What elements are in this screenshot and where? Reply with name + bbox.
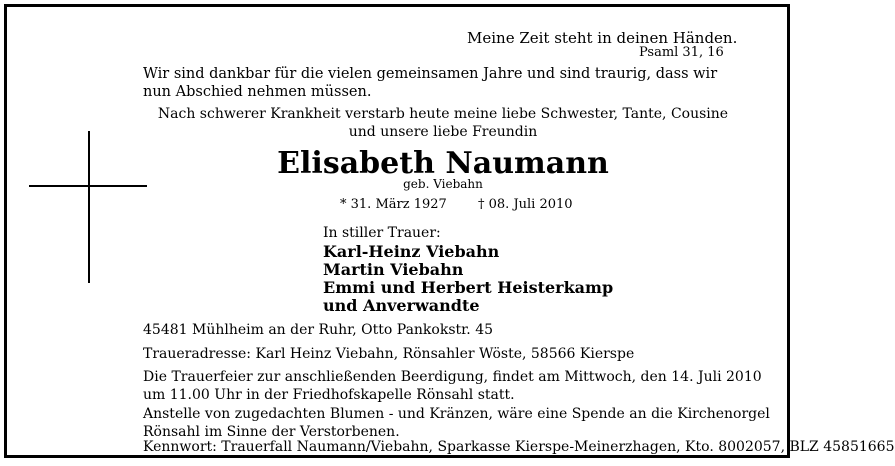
bank-details: Kennwort: Trauerfall Naumann/Viebahn, Sparkasse Kierspe-Meinerzhagen, Kto. 8002057, BLZ 45851665 [143, 439, 895, 455]
announcement-line-1: Nach schwerer Krankheit verstarb heute meine liebe Schwester, Tante, Cousine [157, 106, 729, 122]
home-address: 45481 Mühlheim an der Ruhr, Otto Pankokstr. 45 [143, 322, 494, 338]
motto-text: Meine Zeit steht in deinen Händen. [467, 29, 738, 47]
announcement-line-2: und unsere liebe Freundin [348, 124, 538, 140]
maiden-name: geb. Viebahn [403, 177, 483, 191]
cross-icon-horizontal [29, 185, 147, 187]
mourner-name: Karl-Heinz Viebahn [323, 242, 500, 261]
mourner-name: und Anverwandte [323, 296, 480, 315]
ceremony-info: Die Trauerfeier zur anschließenden Beerdigung, findet am Mittwoch, den 14. Juli 2010 um 11.00 Uhr in der Friedhofskapelle Rönsahl statt. [143, 369, 762, 403]
mourner-name: Martin Viebahn [323, 260, 464, 279]
mourning-address: Traueradresse: Karl Heinz Viebahn, Rönsahler Wöste, 58566 Kierspe [143, 346, 635, 362]
obituary-frame [4, 4, 895, 458]
mourner-name: Emmi und Herbert Heisterkamp [323, 278, 614, 297]
cross-icon-vertical [88, 131, 90, 283]
death-date: † 08. Juli 2010 [478, 197, 573, 212]
birth-date: * 31. März 1927 [340, 197, 447, 212]
mourners-label: In stiller Trauer: [323, 225, 441, 241]
deceased-name: Elisabeth Naumann [277, 146, 609, 181]
thanks-text: Wir sind dankbar für die vielen gemeinsamen Jahre und sind traurig, dass wir nun Abschied nehmen müssen. [143, 66, 718, 100]
motto-source: Psaml 31, 16 [639, 45, 724, 60]
donation-info: Anstelle von zugedachten Blumen - und Kränzen, wäre eine Spende an die Kirchenorgel Rönsahl im Sinne der Verstorbenen. [143, 406, 770, 440]
